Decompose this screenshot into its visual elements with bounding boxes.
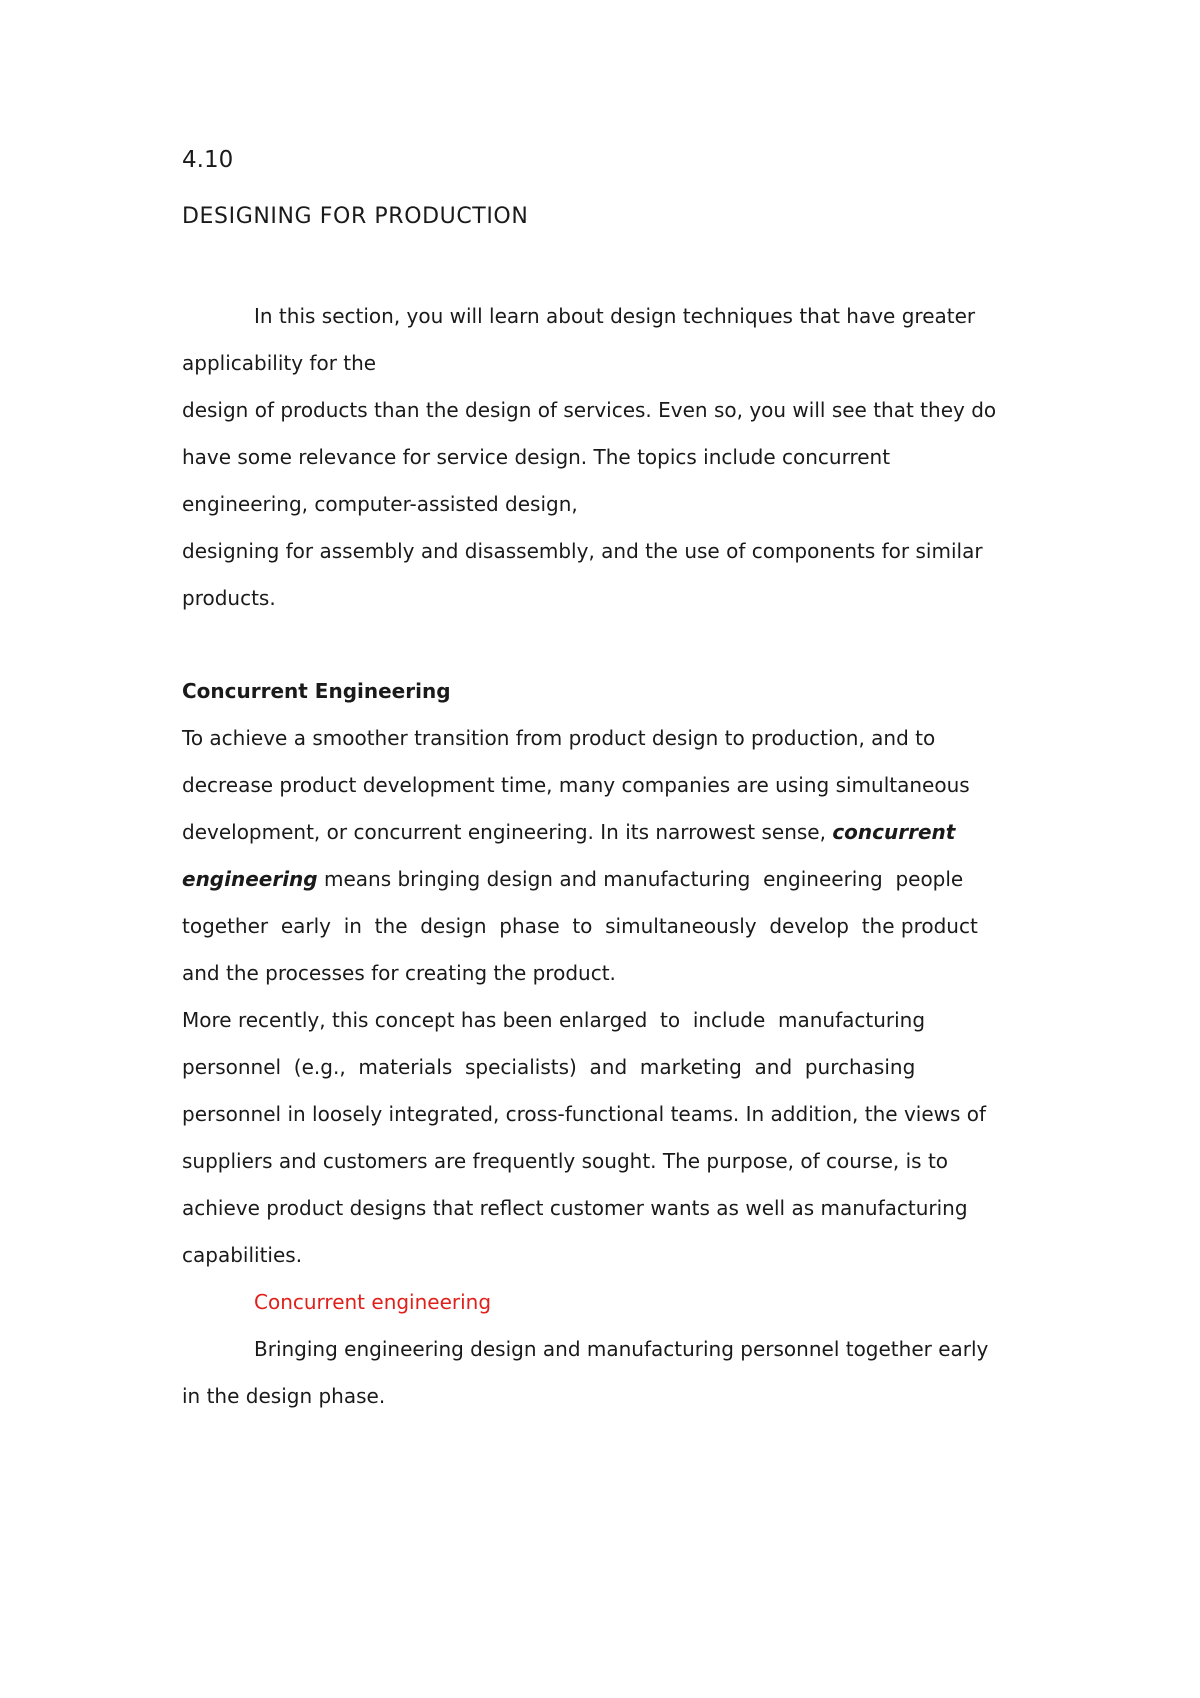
intro-line: applicability for the (182, 351, 377, 375)
section-number: 4.10 (182, 147, 234, 173)
document-page (182, 140, 1022, 1420)
body-line: and the processes for creating the product. (182, 961, 616, 985)
body-line: suppliers and customers are frequently sought. The purpose, of course, is to (182, 1149, 949, 1173)
concurrent-paragraph-2 (182, 997, 1022, 1279)
definition-block (182, 1279, 1022, 1420)
body-line-text: development, or concurrent engineering. In its narrowest sense, (182, 820, 833, 844)
body-line: achieve product designs that reflect customer wants as well as manufacturing (182, 1196, 968, 1220)
definition-line: Bringing engineering design and manufacturing personnel together early (254, 1337, 989, 1361)
body-line: together early in the design phase to simultaneously develop the product (182, 914, 978, 938)
definition-term: Concurrent engineering (254, 1290, 492, 1314)
intro-line: engineering, computer-assisted design, (182, 492, 578, 516)
section-title: DESIGNING FOR PRODUCTION (182, 204, 529, 229)
body-line: capabilities. (182, 1243, 303, 1267)
body-line: To achieve a smoother transition from product design to production, and to (182, 726, 936, 750)
concurrent-engineering-heading: Concurrent Engineering (182, 679, 451, 703)
intro-line: In this section, you will learn about design techniques that have greater (254, 304, 976, 328)
body-line: personnel (e.g., materials specialists) and marketing and purchasing (182, 1055, 916, 1079)
body-line-text: means bringing design and manufacturing engineering people (317, 867, 964, 891)
key-term: concurrent (832, 820, 956, 844)
body-line: More recently, this concept has been enlarged to include manufacturing (182, 1008, 926, 1032)
body-line: personnel in loosely integrated, cross-functional teams. In addition, the views of (182, 1102, 987, 1126)
concurrent-paragraph-1 (182, 715, 1022, 997)
definition-line: in the design phase. (182, 1384, 386, 1408)
intro-line: products. (182, 586, 276, 610)
intro-paragraph (182, 293, 1022, 622)
body-line (182, 856, 1022, 903)
key-term: engineering (182, 867, 318, 891)
intro-line: designing for assembly and disassembly, and the use of components for similar (182, 539, 983, 563)
intro-line: design of products than the design of services. Even so, you will see that they do (182, 398, 997, 422)
body-line: decrease product development time, many companies are using simultaneous (182, 773, 970, 797)
intro-line: have some relevance for service design. The topics include concurrent (182, 445, 891, 469)
body-line (182, 809, 1022, 856)
